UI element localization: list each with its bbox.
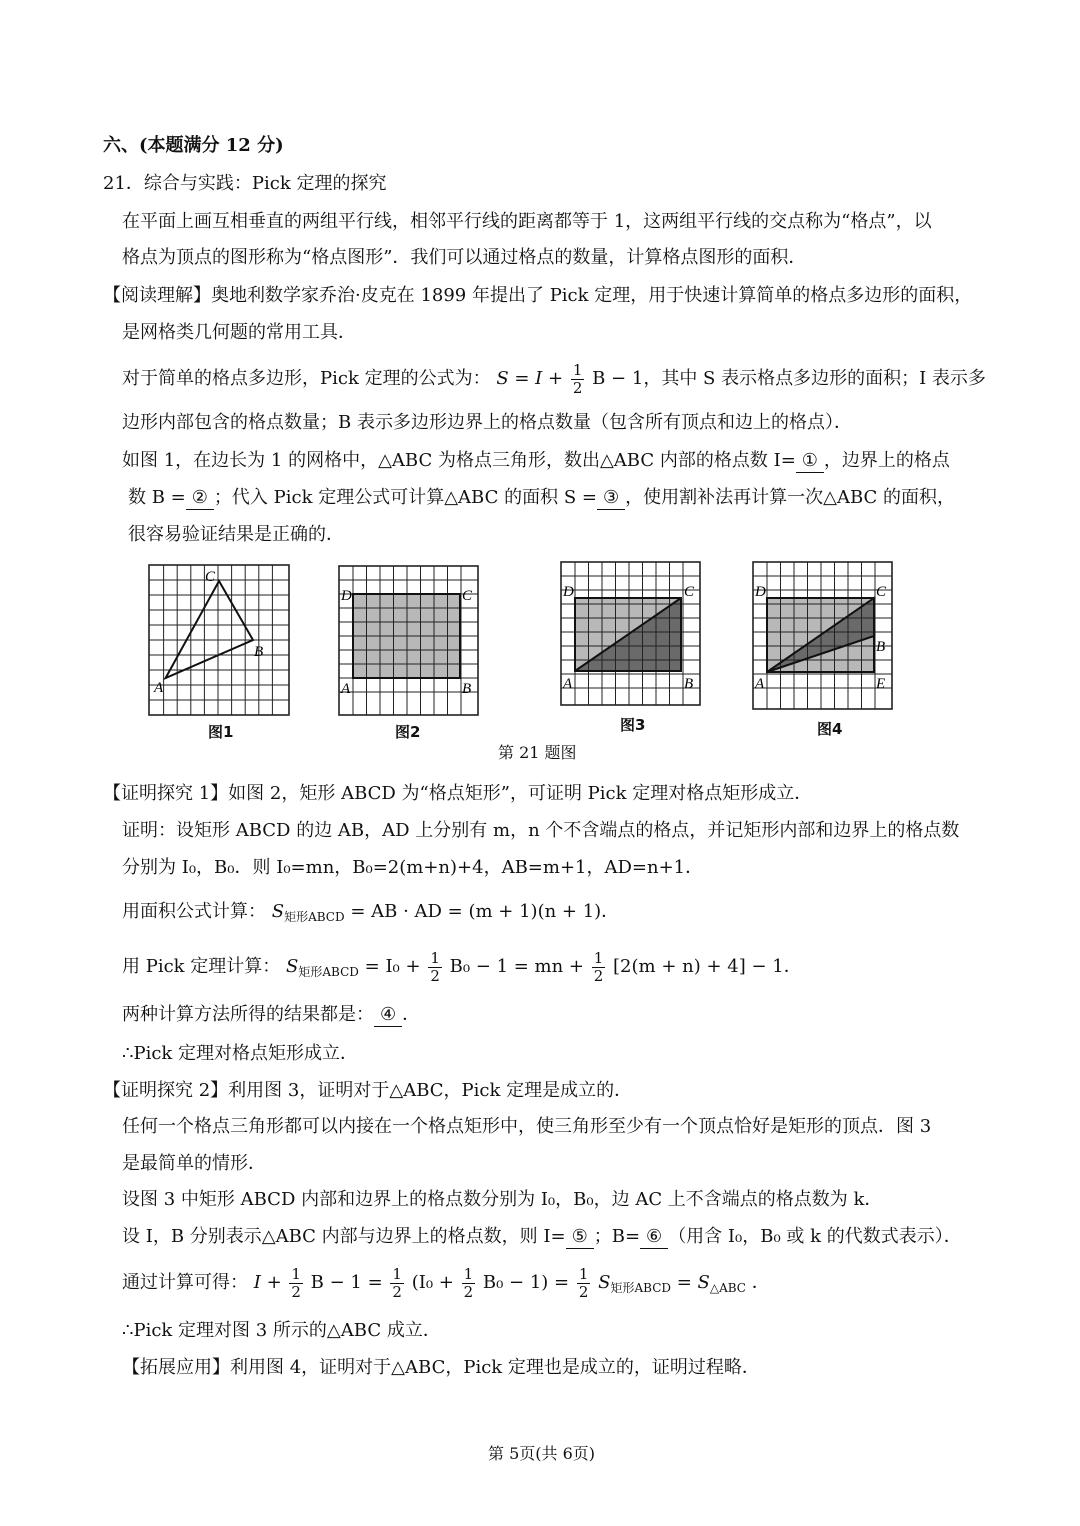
fig1-line-2-c: ，使用割补法再计算一次△ABC 的面积，: [625, 487, 956, 508]
fraction-numerator: 1: [572, 360, 583, 379]
page-footer: 第 5页(共 6页): [488, 1444, 596, 1463]
proof-2-line-4: [122, 1224, 962, 1250]
both-post: ．: [402, 1004, 421, 1025]
area-pre: 用面积公式计算：: [122, 901, 266, 922]
calc-line: [122, 1263, 770, 1308]
figure-3-svg: [560, 561, 702, 707]
therefore-2: ∴Pick 定理对图 3 所示的△ABC 成立．: [122, 1320, 441, 1341]
fig1-label-c: C: [205, 569, 216, 585]
blank-2: ②: [186, 487, 214, 510]
figure-4-label: 图4: [817, 720, 843, 738]
fig3-label-c: C: [684, 584, 695, 600]
pick-fraction-1-den: 2: [430, 966, 440, 985]
calc-fraction-2-den: 2: [392, 1282, 402, 1301]
pick-fraction-1: [428, 950, 442, 985]
proof-2-title: 【证明探究 2】利用图 3，证明对于△ABC，Pick 定理是成立的．: [103, 1080, 633, 1101]
figure-caption: 第 21 题图: [498, 743, 577, 762]
fig1-label-a: A: [154, 680, 164, 696]
fig1-line-2-b: ；代入 Pick 定理公式可计算△ABC 的面积 S =: [213, 487, 597, 508]
calc-a: I +: [253, 1272, 282, 1293]
calc-e-sub: 矩形ABCD: [610, 1281, 671, 1295]
proof-2-line-1: 任何一个格点三角形都可以内接在一个格点矩形中，使三角形至少有一个顶点恰好是矩形的顶点．图 3: [122, 1116, 932, 1137]
proof-2-line-2: 是最简单的情形．: [122, 1153, 266, 1174]
blank-6: ⑥: [640, 1226, 668, 1249]
proof-1-line-1: 证明：设矩形 ABCD 的边 AB，AD 上分别有 m，n 个不含端点的格点，并记矩形内部和边界上的格点数: [122, 820, 960, 841]
extend-application: 【拓展应用】利用图 4，证明对于△ABC，Pick 定理也是成立的，证明过程略．: [122, 1357, 760, 1378]
fig3-label-d: D: [563, 584, 574, 600]
figure-4-svg: [752, 561, 894, 711]
pick-mid-2: B₀ − 1 = mn +: [449, 956, 585, 977]
calc-c: (I₀ +: [411, 1272, 454, 1293]
calc-f-sub: △ABC: [709, 1281, 746, 1295]
calc-d: B₀ − 1) =: [482, 1272, 570, 1293]
figure-4: [752, 561, 894, 711]
calc-fraction-1: [289, 1266, 303, 1301]
fig4-label-a: A: [755, 676, 765, 692]
calc-end: ．: [751, 1272, 770, 1293]
proof-1-line-2: 分别为 I₀，B₀．则 I₀=mn，B₀=2(m+n)+4，AB=m+1，AD=n+1．: [122, 857, 704, 878]
proof-2-line-3: 设图 3 中矩形 ABCD 内部和边界上的格点数分别为 I₀，B₀，边 AC 上不含端点的格点数为 k．: [122, 1189, 883, 1210]
proof-1-title: 【证明探究 1】如图 2，矩形 ABCD 为“格点矩形”，可证明 Pick 定理对格点矩形成立．: [103, 783, 813, 804]
fig4-label-c: C: [876, 584, 887, 600]
fig4-label-e: E: [876, 676, 886, 692]
therefore-1: ∴Pick 定理对格点矩形成立．: [122, 1043, 359, 1064]
pick-fraction-2: [592, 950, 606, 985]
pick-fraction-2-den: 2: [593, 966, 604, 985]
fig2-label-b: B: [462, 681, 472, 697]
fig1-line-1-a: 如图 1，在边长为 1 的网格中，△ABC 为格点三角形，数出△ABC 内部的格点数 I=: [122, 450, 796, 471]
area-s-sub: 矩形ABCD: [284, 910, 345, 924]
formula-post: B − 1，其中 S 表示格点多边形的面积；I 表示多: [592, 368, 986, 389]
fig2-label-d: D: [341, 588, 352, 604]
calc-fraction-4: [577, 1266, 591, 1301]
reading-line-1: 【阅读理解】奥地利数学家乔治·皮克在 1899 年提出了 Pick 定理，用于快速计算简单的格点多边形的面积，: [103, 285, 973, 306]
proof-2-line-4-c: （用含 I₀，B₀ 或 k 的代数式表示）．: [668, 1226, 962, 1247]
calc-fraction-1-den: 2: [291, 1282, 301, 1301]
formula-pre: 对于简单的格点多边形，Pick 定理的公式为：: [122, 368, 491, 389]
calc-fraction-3-num: 1: [463, 1264, 474, 1283]
pick-formula-line: [122, 361, 986, 397]
fig3-label-b: B: [684, 676, 694, 692]
pick-mid-1: = I₀ +: [364, 956, 421, 977]
formula-s: S = I +: [496, 368, 564, 389]
figure-1: [148, 564, 292, 718]
fig2-label-c: C: [462, 588, 473, 604]
calc-b: B − 1 =: [310, 1272, 383, 1293]
figure-2: [338, 565, 480, 717]
fig4-label-b: B: [876, 639, 886, 655]
fig4-label-d: D: [755, 584, 766, 600]
figure-1-label: 图1: [208, 723, 234, 741]
calc-fraction-4-num: 1: [578, 1264, 589, 1283]
calc-fraction-1-num: 1: [291, 1264, 301, 1283]
intro-line-2: 格点为顶点的图形称为“格点图形”．我们可以通过格点的数量，计算格点图形的面积．: [122, 247, 807, 268]
blank-3: ③: [597, 487, 625, 510]
pick-fraction-2-num: 1: [593, 948, 604, 967]
calc-pre: 通过计算可得：: [122, 1272, 248, 1293]
blank-5: ⑤: [566, 1226, 594, 1249]
proof-2-line-4-a: 设 I，B 分别表示△ABC 内部与边界上的格点数，则 I=: [122, 1226, 566, 1247]
figure-3: [560, 561, 702, 707]
area-post: = AB · AD = (m + 1)(n + 1)．: [350, 901, 620, 922]
figure-3-label: 图3: [620, 716, 646, 734]
figure-2-label: 图2: [395, 723, 421, 741]
calc-fraction-3-den: 2: [463, 1282, 474, 1301]
proof-2-line-4-b: ；B=: [593, 1226, 641, 1247]
pick-s-sub: 矩形ABCD: [298, 965, 359, 979]
formula-line-2: 边形内部包含的格点数量；B 表示多边形边界上的格点数量（包含所有顶点和边上的格点）．: [122, 412, 852, 433]
calc-fraction-2-num: 1: [392, 1264, 402, 1283]
blank-4: ④: [374, 1004, 402, 1027]
figure-1-svg: [148, 564, 292, 718]
calc-fraction-3: [462, 1266, 476, 1301]
fig2-label-a: A: [341, 681, 351, 697]
fig1-line-3: 很容易验证结果是正确的．: [128, 524, 344, 545]
fig1-line-2-a: 数 B =: [128, 487, 186, 508]
section-title: 六、(本题满分 12 分): [103, 135, 284, 156]
fig1-line-1-b: ，边界上的格点: [823, 450, 950, 471]
pick-fraction-1-num: 1: [430, 948, 440, 967]
fig1-label-b: B: [254, 644, 264, 660]
area-s: S: [271, 901, 285, 922]
both-methods-line: [122, 1002, 420, 1028]
fraction-denominator: 2: [572, 378, 583, 397]
calc-fraction-4-den: 2: [578, 1282, 589, 1301]
question-21-title: 21．综合与实践：Pick 定理的探究: [103, 173, 387, 194]
blank-1: ①: [796, 450, 824, 473]
fig1-line-2: [128, 485, 955, 511]
formula-fraction: [571, 362, 585, 397]
pick-s: S: [286, 956, 299, 977]
calc-e: S: [598, 1272, 611, 1293]
calc-f: = S: [676, 1272, 710, 1293]
pick-mid-3: [2(m + n) + 4] − 1．: [613, 956, 802, 977]
calc-fraction-2: [390, 1266, 404, 1301]
pick-calc-line: [122, 947, 802, 992]
figure-2-svg: [338, 565, 480, 717]
intro-line-1: 在平面上画互相垂直的两组平行线，相邻平行线的距离都等于 1，这两组平行线的交点称为“格点”，以: [122, 211, 932, 232]
both-pre: 两种计算方法所得的结果都是：: [122, 1004, 374, 1025]
fig3-label-a: A: [563, 676, 573, 692]
area-formula-line: [122, 899, 619, 930]
reading-line-2: 是网格类几何题的常用工具．: [122, 322, 356, 343]
fig1-line-1: [122, 448, 950, 474]
pick-pre: 用 Pick 定理计算：: [122, 956, 281, 977]
